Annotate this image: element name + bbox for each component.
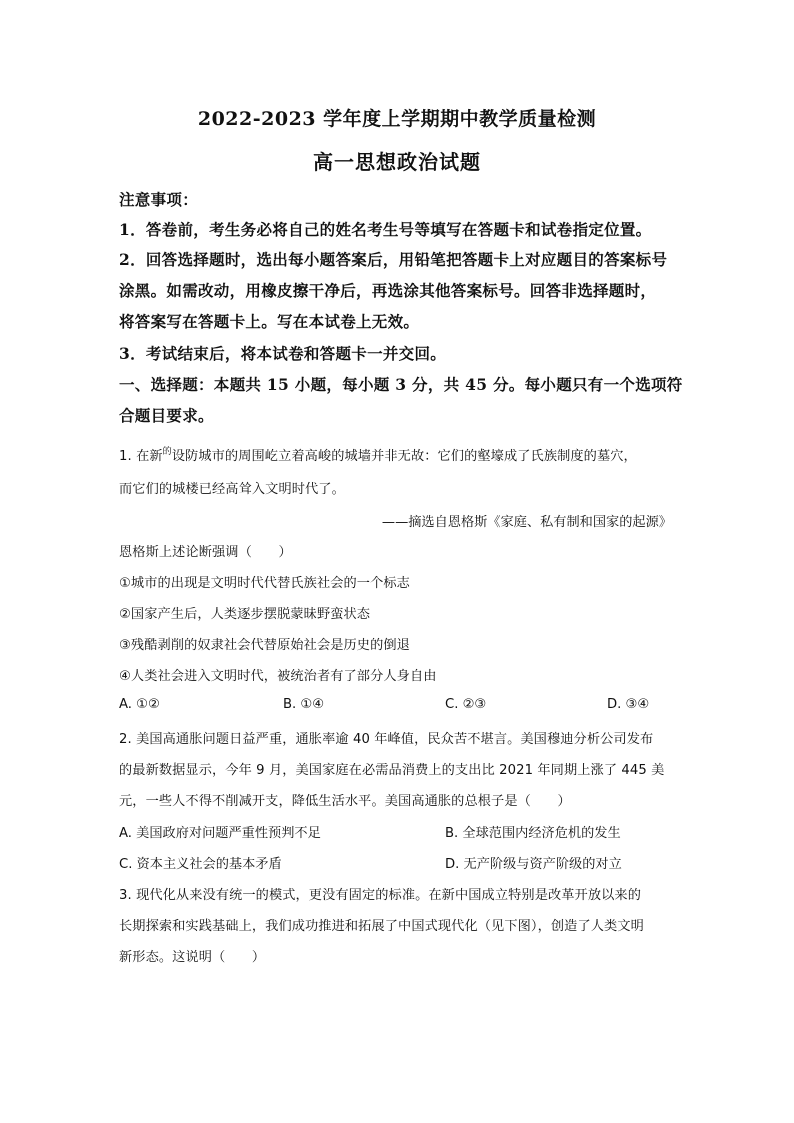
q1-line-1-sup: 的 <box>162 447 172 457</box>
exam-subtitle: 高一思想政治试题 <box>313 150 481 174</box>
q1-option-c: C. ②③ <box>445 697 487 712</box>
notice-item-2-line-1: 2．回答选择题时，选出每小题答案后，用铅笔把答题卡上对应题目的答案标号 <box>119 250 668 269</box>
q1-stem: 恩格斯上述论断强调（ ） <box>119 545 292 560</box>
q2-line-1: 2. 美国高通胀问题日益严重，通胀率逾 40 年峰值，民众苦不堪言。美国穆迪分析公司发布 <box>119 732 654 747</box>
q1-statement-3: ③残酷剥削的奴隶社会代替原始社会是历史的倒退 <box>119 638 410 653</box>
notice-item-1: 1．答卷前，考生务必将自己的姓名考生号等填写在答题卡和试卷指定位置。 <box>119 220 652 239</box>
q2-option-b: B. 全球范围内经济危机的发生 <box>445 826 621 841</box>
q1-statement-2: ②国家产生后，人类逐步摆脱蒙昧野蛮状态 <box>119 607 371 622</box>
section-1-heading-line-1: 一、选择题：本题共 15 小题，每小题 3 分，共 45 分。每小题只有一个选项符 <box>119 375 683 394</box>
q1-option-d: D. ③④ <box>607 697 650 712</box>
q2-line-2: 的最新数据显示，今年 9 月，美国家庭在必需品消费上的支出比 2021 年同期上涨了 445 美 <box>119 763 665 778</box>
notice-item-2-line-2: 涂黑。如需改动，用橡皮擦干净后，再选涂其他答案标号。回答非选择题时， <box>119 281 657 300</box>
q1-statement-1: ①城市的出现是文明时代代替氏族社会的一个标志 <box>119 576 410 591</box>
q2-option-c: C. 资本主义社会的基本矛盾 <box>119 857 282 872</box>
q1-line-2: 而它们的城楼已经高耸入文明时代了。 <box>119 482 345 497</box>
q2-option-a: A. 美国政府对问题严重性预判不足 <box>119 826 321 841</box>
section-1-heading-line-2: 合题目要求。 <box>119 406 214 425</box>
q3-line-1: 3. 现代化从来没有统一的模式，更没有固定的标准。在新中国成立特别是改革开放以来的 <box>119 888 641 903</box>
q3-line-3: 新形态。这说明（ ） <box>119 950 266 965</box>
exam-title: 2022-2023 学年度上学期期中教学质量检测 <box>197 108 597 130</box>
q1-option-b: B. ①④ <box>283 697 325 712</box>
q1-option-a: A. ①② <box>119 697 160 712</box>
q2-option-d: D. 无产阶级与资产阶级的对立 <box>445 857 622 872</box>
q1-statement-4: ④人类社会进入文明时代，被统治者有了部分人身自由 <box>119 669 437 684</box>
q1-line-1 <box>119 444 637 464</box>
notice-heading: 注意事项： <box>119 190 199 209</box>
q1-line-1-post: 设防城市的周围屹立着高峻的城墙并非无故：它们的壑壕成了氏族制度的墓穴， <box>171 449 637 464</box>
q1-source: ——摘选自恩格斯《家庭、私有制和国家的起源》 <box>381 515 672 530</box>
q1-line-1-pre: 1. 在新 <box>119 449 163 464</box>
notice-item-2-line-3: 将答案写在答题卡上。写在本试卷上无效。 <box>119 312 420 331</box>
notice-item-3: 3．考试结束后，将本试卷和答题卡一并交回。 <box>119 344 447 363</box>
q2-line-3: 元，一些人不得不削减开支，降低生活水平。美国高通胀的总根子是（ ） <box>119 794 571 809</box>
q3-line-2: 长期探索和实践基础上，我们成功推进和拓展了中国式现代化（见下图），创造了人类文明 <box>119 919 644 934</box>
